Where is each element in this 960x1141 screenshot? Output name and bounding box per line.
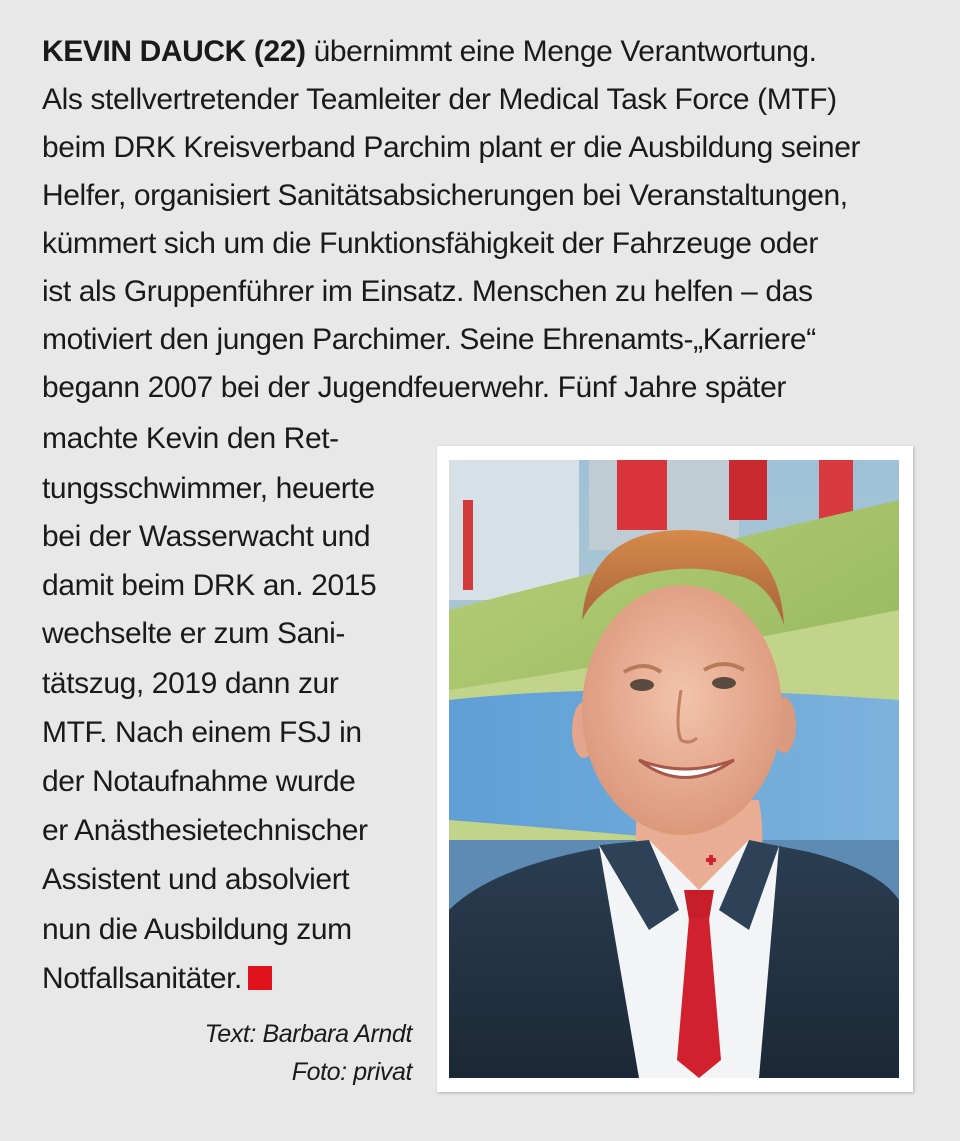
article-line-13: wechselte er zum Sani- [42,617,345,650]
photo-frame [437,446,913,1092]
article-line-7: motiviert den jungen Parchimer. Seine Ehrenamts-„Karriere“ [42,323,816,356]
article-line-17: er Anästhesietechnischer [42,814,368,847]
article-line-18: Assistent und absolviert [42,863,350,896]
article-line-4: Helfer, organisiert Sanitätsabsicherungen bei Veranstaltungen, [42,179,848,212]
article-line-15: MTF. Nach einem FSJ in [42,716,362,749]
text-credit: Text: Barbara Arndt [204,1020,412,1048]
portrait-photo [449,460,899,1078]
article-line-20-text: Notfallsanitäter. [42,962,242,995]
article-line-3: beim DRK Kreisverband Parchim plant er die Ausbildung seiner [42,131,861,164]
article-line-8: begann 2007 bei der Jugendfeuerwehr. Fünf Jahre später [42,371,786,404]
article-line-1-text: übernimmt eine Menge Verantwortung. [305,35,817,68]
red-square-end-mark-icon [248,966,272,990]
article-line-5: kümmert sich um die Funktionsfähigkeit der Fahrzeuge oder [42,227,818,260]
article-line-6: ist als Gruppenführer im Einsatz. Menschen zu helfen – das [42,275,813,308]
article-line-12: damit beim DRK an. 2015 [42,569,377,602]
lead-name: KEVIN DAUCK (22) [42,35,306,68]
photo-credit: Foto: privat [291,1058,412,1086]
article-line-14: tätszug, 2019 dann zur [42,667,339,700]
article-line-10: tungsschwimmer, heuerte [42,472,375,505]
article-line-11: bei der Wasserwacht und [42,520,371,553]
article-line-2: Als stellvertretender Teamleiter der Medical Task Force (MTF) [42,83,837,116]
portrait-illustration [449,460,899,1078]
article-line-19: nun die Ausbildung zum [42,913,352,946]
article-line-16: der Notaufnahme wurde [42,765,356,798]
article-line-1 [42,28,817,76]
article-line-9: machte Kevin den Ret- [42,422,339,455]
article-line-20 [42,955,272,1003]
